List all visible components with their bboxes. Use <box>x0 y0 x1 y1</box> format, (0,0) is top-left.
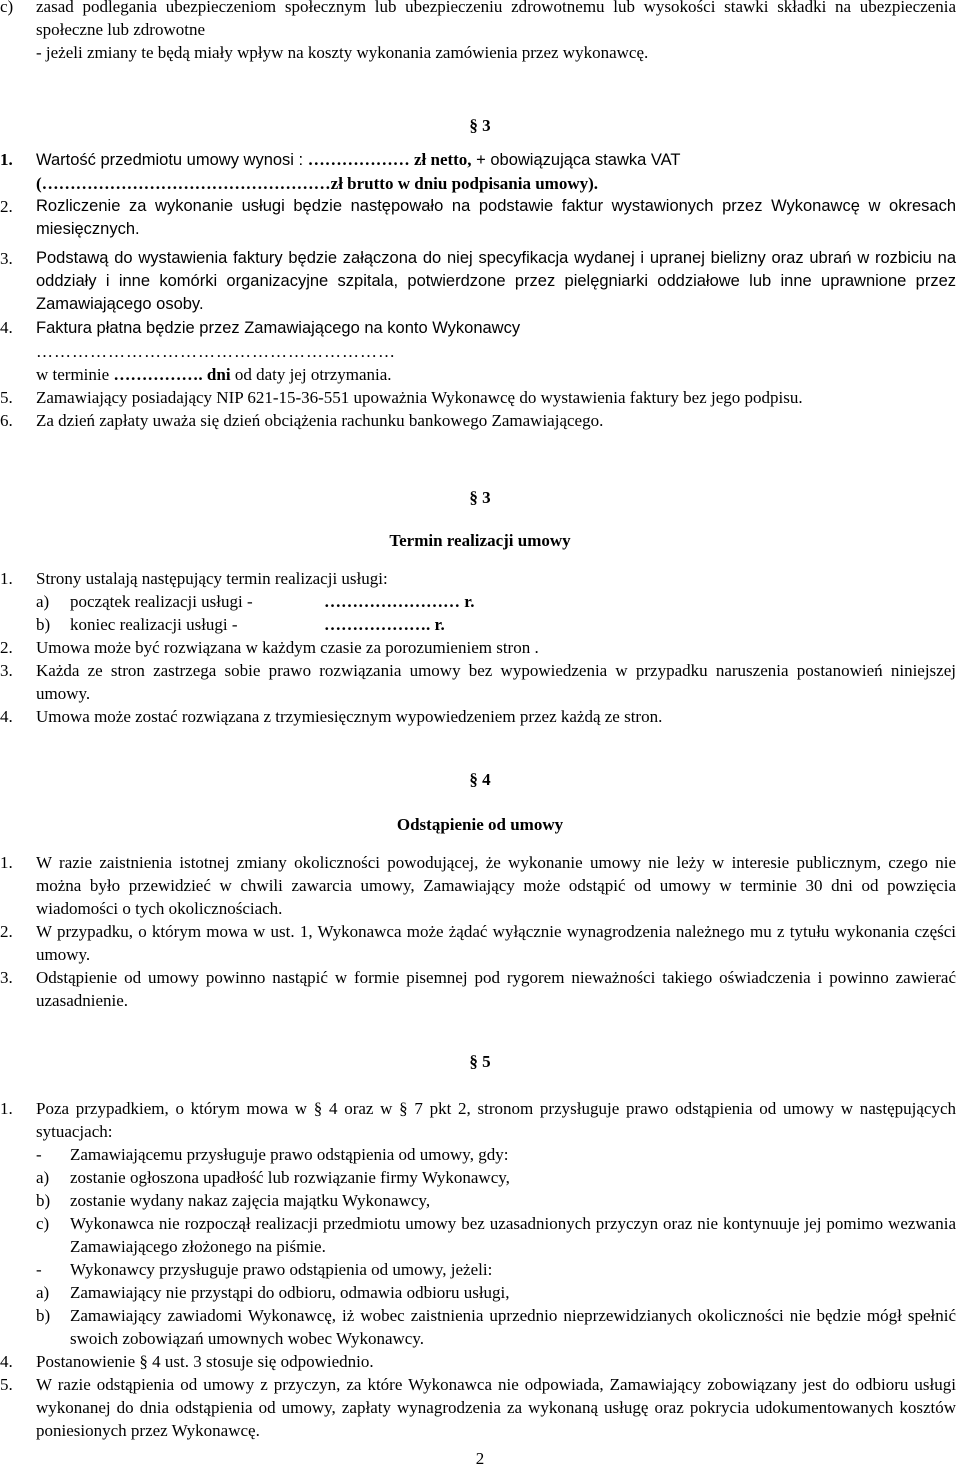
s5-item-1-num: 1. <box>0 1099 13 1118</box>
s3b-item-4-num: 4. <box>0 707 13 726</box>
s3b-end-value: ………………. r. <box>324 615 445 634</box>
section-3-payment <box>0 114 960 432</box>
s4-item-3-num: 3. <box>0 968 13 987</box>
s3b-item-3-text: Każda ze stron zastrzega sobie prawo rozwiązania umowy bez wypowiedzenia w przypadku naruszenia postanowień niniejszej umowy. <box>36 661 956 703</box>
s3a-item-3 <box>0 247 960 316</box>
s5-item-5-num: 5. <box>0 1375 13 1394</box>
s5-group-b-sub-a-text: Zamawiający nie przystąpi do odbioru, odmawia odbioru usługi, <box>70 1283 510 1302</box>
s3a-item-4 <box>0 316 960 386</box>
s3b-start-value: …………………… r. <box>324 592 475 611</box>
s3b-start-text: początek realizacji usługi - <box>70 592 253 611</box>
s4-item-3 <box>0 966 960 1012</box>
s3a-item-3-num: 3. <box>0 249 13 268</box>
s3a-item-6 <box>0 409 960 432</box>
s3a-item-3-text: Podstawą do wystawienia faktury będzie załączona do niej specyfikacja wydanej i upranej bielizny oraz ubrań w rozbiciu na oddziały i inne komórki organizacyjne szpitala, potwierdzone przez pielęgniarki oddziałowe lub inne uprawnione przez Zamawiającego osoby. <box>36 249 956 313</box>
s5-group-b-sub-b <box>0 1304 960 1350</box>
s3a-item-1 <box>0 148 960 195</box>
s3b-item-3 <box>0 659 960 705</box>
section-3b-title: Termin realizacji umowy <box>389 531 571 550</box>
s4-item-2-num: 2. <box>0 922 13 941</box>
s5-group-b-sub-a-label: a) <box>36 1283 50 1302</box>
s3a-item-5-text: Zamawiający posiadający NIP 621-15-36-551 upoważnia Wykonawcę do wystawienia faktury bez jego podpisu. <box>36 388 803 407</box>
s5-group-a-sub-b-label: b) <box>36 1191 51 1210</box>
s3a-item-2 <box>0 195 960 241</box>
section-5 <box>0 1050 960 1442</box>
s3a-net-value: ……………… zł netto, <box>307 150 472 169</box>
s3a-item-6-text: Za dzień zapłaty uważa się dzień obciążenia rachunku bankowego Zamawiającego. <box>36 411 604 430</box>
s3b-start-label: a) <box>36 592 50 611</box>
s5-group-b-text: Wykonawcy przysługuje prawo odstąpienia od umowy, jeżeli: <box>70 1260 493 1279</box>
s3a-item-5 <box>0 386 960 409</box>
s3b-start-term <box>0 590 960 613</box>
s5-group-a-dash: - <box>36 1145 42 1164</box>
section-4-title: Odstąpienie od umowy <box>396 815 564 834</box>
s5-item-4 <box>0 1350 960 1373</box>
s5-group-a-sub-c-label: c) <box>36 1214 50 1233</box>
s3b-item-2 <box>0 636 960 659</box>
s5-group-b-sub-a <box>0 1281 960 1304</box>
s3a-item-1-num: 1. <box>0 150 13 169</box>
s3a-term-days: ……………. dni <box>113 365 231 384</box>
s5-group-a-head <box>0 1143 960 1166</box>
s5-group-a-text: Zamawiającemu przysługuje prawo odstąpienia od umowy, gdy: <box>70 1145 509 1164</box>
section-4 <box>0 768 960 1012</box>
s3b-item-3-num: 3. <box>0 661 13 680</box>
s5-group-b-sub-b-label: b) <box>36 1306 51 1325</box>
s4-item-1 <box>0 851 960 920</box>
s5-group-b-sub-b-text: Zamawiający zawiadomi Wykonawcę, iż wobec zaistnienia uprzednio nieprzewidzianych okoliczności nie będzie mógł spełnić swoich zobowiązań umownych wobec Wykonawcy. <box>70 1306 956 1348</box>
page-number: 2 <box>475 1449 485 1468</box>
section-5-mark: § 5 <box>469 1052 491 1071</box>
s5-group-a-sub-a-text: zostanie ogłoszona upadłość lub rozwiązanie firmy Wykonawcy, <box>70 1168 510 1187</box>
s3a-item-4-text: Faktura płatna będzie przez Zamawiającego na konto Wykonawcy <box>36 319 521 337</box>
s5-item-4-num: 4. <box>0 1352 13 1371</box>
s3b-item-1 <box>0 567 960 590</box>
s3a-item-5-num: 5. <box>0 388 13 407</box>
s4-item-1-text: W razie zaistnienia istotnej zmiany okoliczności powodującej, że wykonanie umowy nie leży w interesie publicznym, czego nie można było przewidzieć w chwili zawarcia umowy, Zamawiający może odstąpić od umowy w terminie 30 dni od powzięcia wiadomości o tych okolicznościach. <box>36 853 956 918</box>
s5-group-a-sub-c-text: Wykonawca nie rozpoczął realizacji przedmiotu umowy bez uzasadnionych przyczyn oraz nie kontynuuje jej pomimo wezwania Zamawiającego złożonego na piśmie. <box>70 1214 956 1256</box>
s3a-value-label: Wartość przedmiotu umowy wynosi : <box>36 151 308 169</box>
s3a-term-suffix: od daty jej otrzymania. <box>230 365 392 384</box>
s3b-end-text: koniec realizacji usługi - <box>70 615 238 634</box>
s5-group-b-head <box>0 1258 960 1281</box>
s3a-gross-value: (……………………………………………zł brutto w dniu podpisania umowy). <box>36 174 599 193</box>
s3b-end-label: b) <box>36 615 51 634</box>
intro-text: zasad podlegania ubezpieczeniom społecznym lub ubezpieczeniu zdrowotnemu lub wysokości stawki składki na ubezpieczenia społeczne lub zdrowotne <box>36 0 956 39</box>
s5-item-5-text: W razie odstąpienia od umowy z przyczyn, za które Wykonawca nie odpowiada, Zamawiający zobowiązany jest do odbioru usługi wykonanej do dnia odstąpienia od umowy, zapłaty wynagrodzenia za wykonaną usługę oraz pokrycia udokumentowanych kosztów poniesionych przez Wykonawcę. <box>36 1375 956 1440</box>
s3b-end-term <box>0 613 960 636</box>
s4-item-3-text: Odstąpienie od umowy powinno nastąpić w formie pisemnej pod rygorem nieważności takiego oświadczenia i powinno zawierać uzasadnienie. <box>36 968 956 1010</box>
s5-group-a-sub-a <box>0 1166 960 1189</box>
s5-group-a-sub-b <box>0 1189 960 1212</box>
s4-item-2 <box>0 920 960 966</box>
s5-group-b-dash: - <box>36 1260 42 1279</box>
section-3-mark: § 3 <box>469 116 491 135</box>
intro-clause <box>0 0 960 64</box>
s3a-item-6-num: 6. <box>0 411 13 430</box>
s3a-term-label: w terminie <box>36 365 114 384</box>
section-3-term <box>0 486 960 728</box>
s3b-item-1-num: 1. <box>0 569 13 588</box>
section-4-mark: § 4 <box>469 770 491 789</box>
s3b-item-4 <box>0 705 960 728</box>
s3a-item-4-num: 4. <box>0 318 13 337</box>
s4-item-2-text: W przypadku, o którym mowa w ust. 1, Wykonawca może żądać wyłącznie wynagrodzenia należnego mu z tytułu wykonania części umowy. <box>36 922 956 964</box>
s3b-item-2-text: Umowa może być rozwiązana w każdym czasie za porozumieniem stron . <box>36 638 539 657</box>
s5-item-1 <box>0 1097 960 1143</box>
s3a-vat-note: + obowiązująca stawka VAT <box>471 151 681 169</box>
s3a-item-2-text: Rozliczenie za wykonanie usługi będzie następowało na podstawie faktur wystawionych przez Wykonawcę w okresach miesięcznych. <box>36 197 956 238</box>
intro-condition: - jeżeli zmiany te będą miały wpływ na koszty wykonania zamówienia przez wykonawcę. <box>36 43 649 62</box>
s5-group-a-sub-b-text: zostanie wydany nakaz zajęcia majątku Wykonawcy, <box>70 1191 431 1210</box>
s3a-account-placeholder: …………………………………………………… <box>36 342 396 361</box>
s5-group-a-sub-c <box>0 1212 960 1258</box>
intro-label: c) <box>0 0 14 16</box>
section-3b-mark: § 3 <box>469 488 491 507</box>
s4-item-1-num: 1. <box>0 853 13 872</box>
s5-item-5 <box>0 1373 960 1442</box>
s5-group-a-sub-a-label: a) <box>36 1168 50 1187</box>
s3b-item-1-text: Strony ustalają następujący termin realizacji usługi: <box>36 569 388 588</box>
s3b-item-2-num: 2. <box>0 638 13 657</box>
s5-item-1-text: Poza przypadkiem, o którym mowa w § 4 oraz w § 7 pkt 2, stronom przysługuje prawo odstąpienia od umowy w następujących sytuacjach: <box>36 1099 956 1141</box>
s3b-item-4-text: Umowa może zostać rozwiązana z trzymiesięcznym wypowiedzeniem przez każdą ze stron. <box>36 707 663 726</box>
s5-item-4-text: Postanowienie § 4 ust. 3 stosuje się odpowiednio. <box>36 1352 374 1371</box>
s3a-item-2-num: 2. <box>0 197 13 216</box>
